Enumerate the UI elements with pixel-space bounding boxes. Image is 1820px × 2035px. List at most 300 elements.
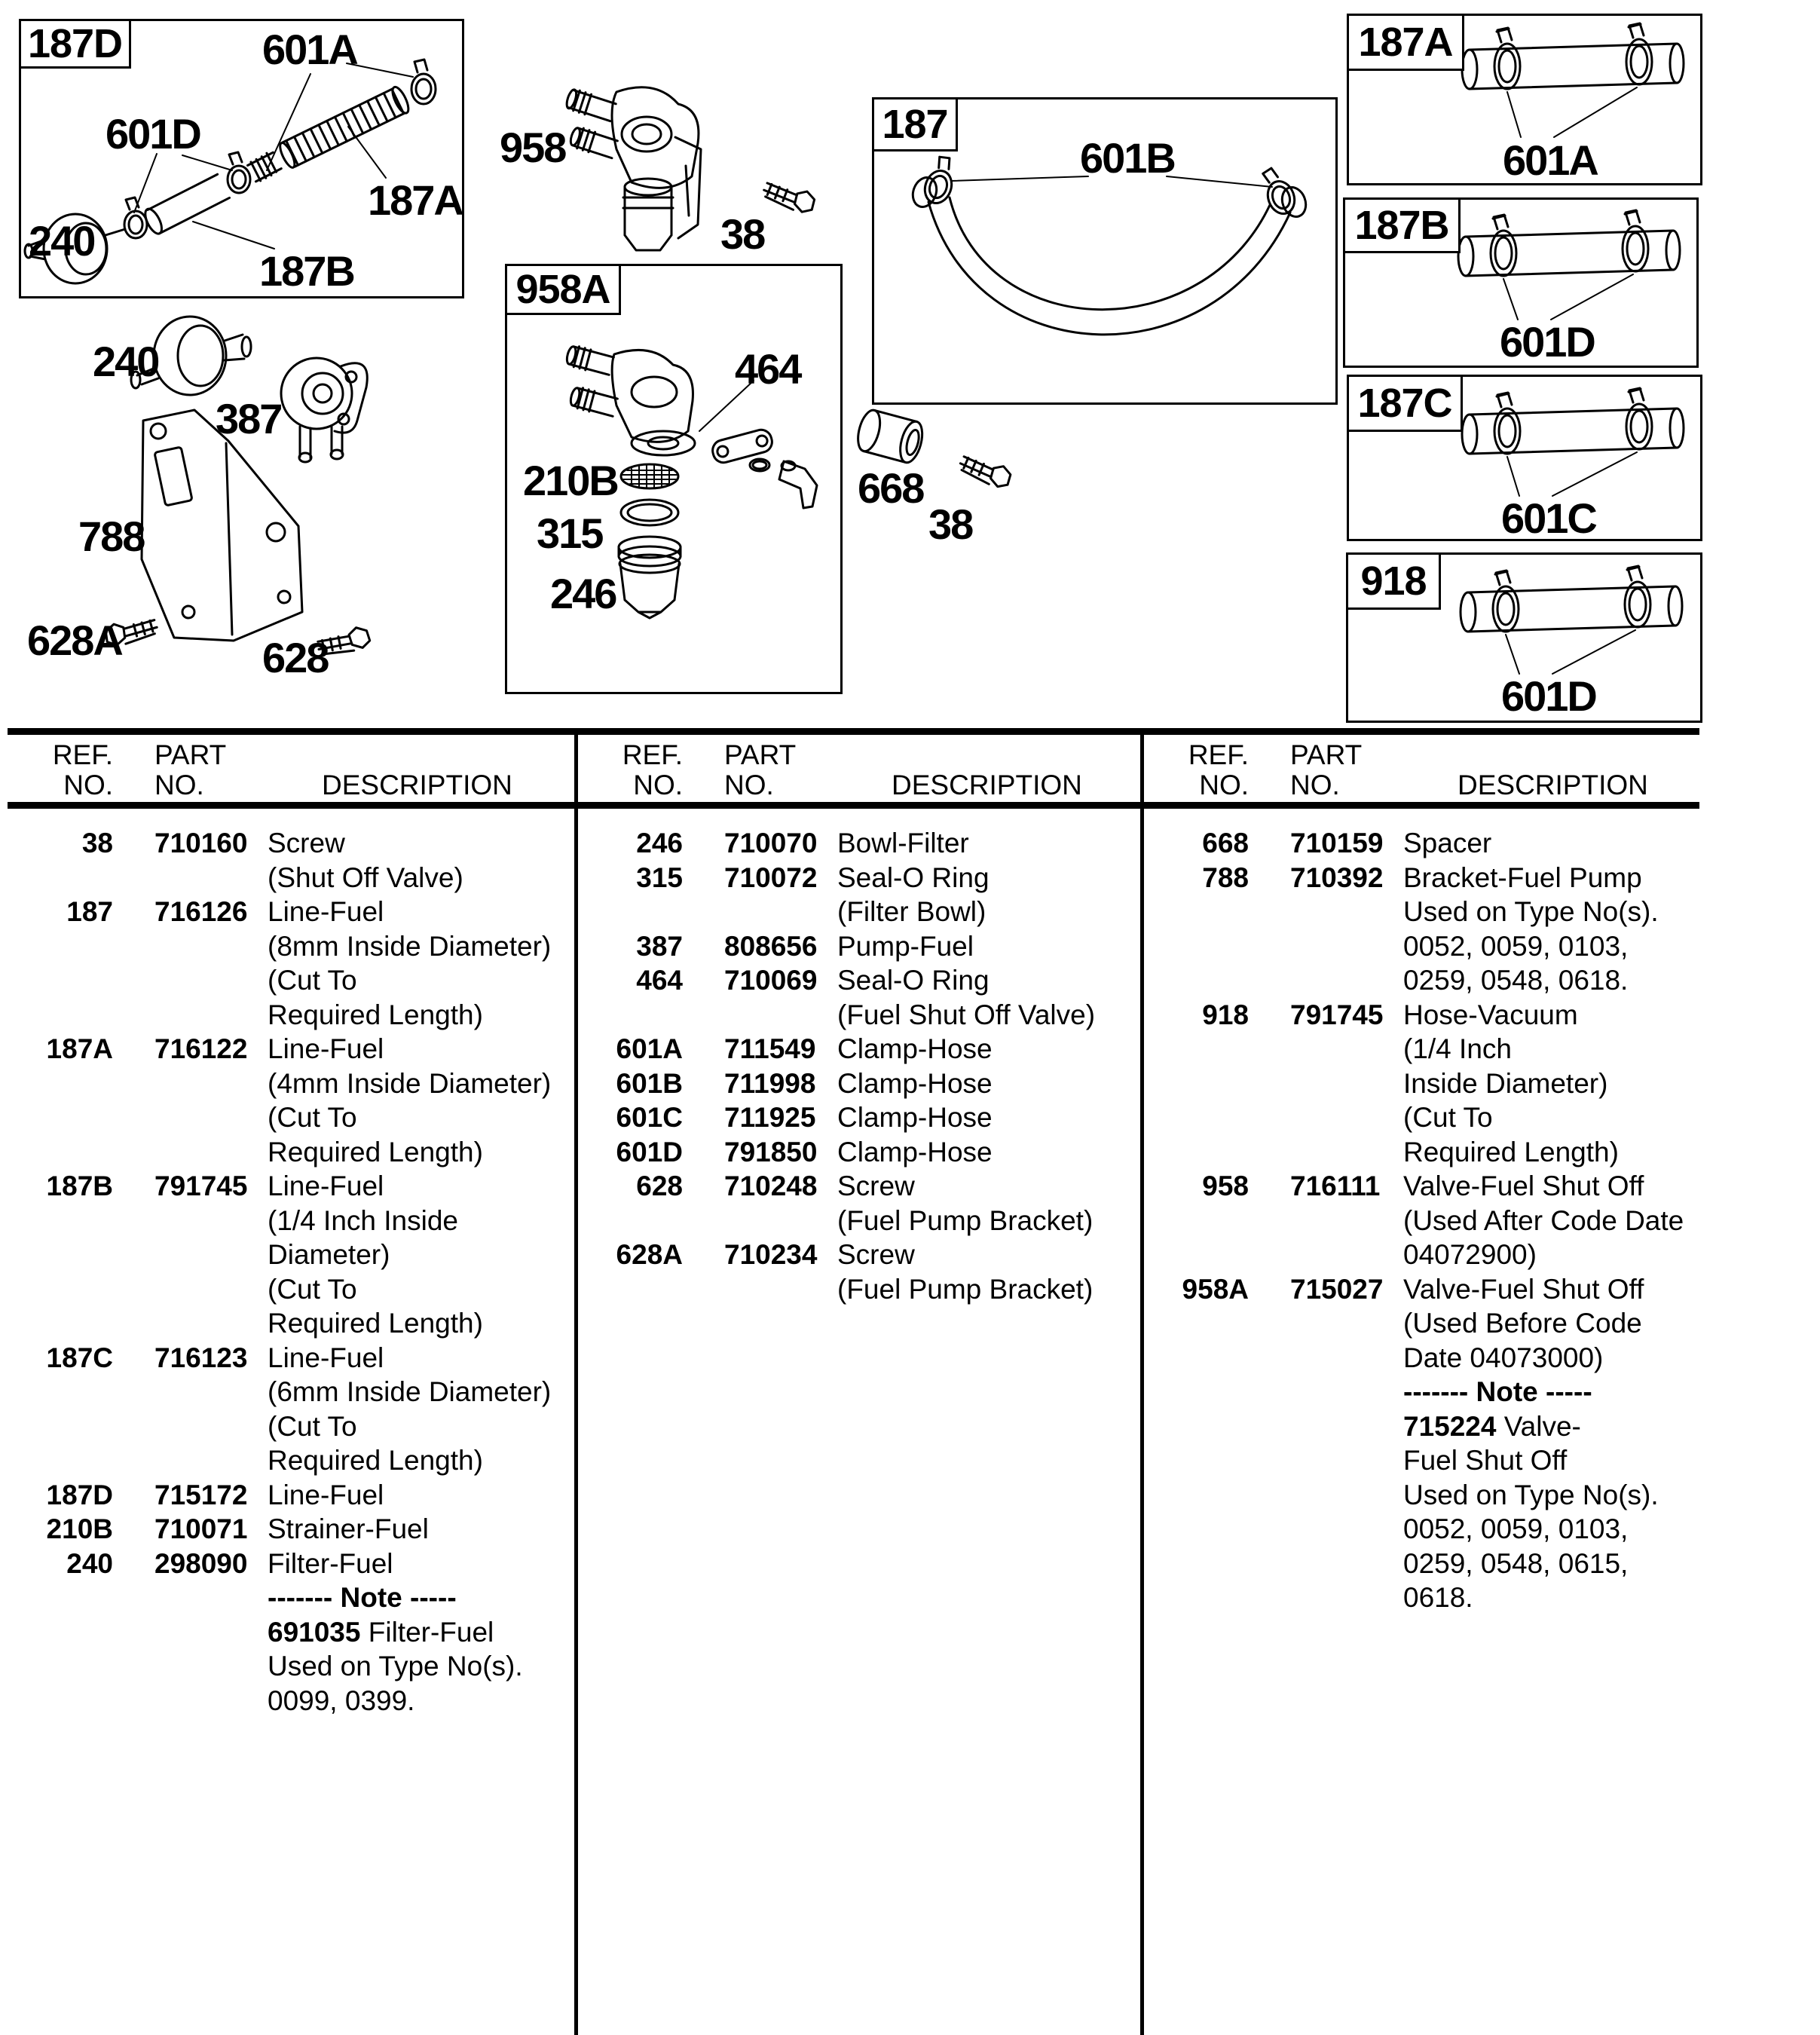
cell-part-no: 715172 <box>154 1479 248 1510</box>
table-row <box>8 1066 565 1101</box>
table-top-rule <box>8 728 1699 735</box>
cell-description: Used on Type No(s). <box>1403 896 1659 927</box>
cell-description: (Fuel Pump Bracket) <box>837 1204 1094 1236</box>
cell-ref-no <box>8 1443 113 1478</box>
table-row <box>577 826 1131 861</box>
table-header-col1 <box>8 740 565 800</box>
cell-ref-no: 958 <box>1202 1171 1249 1201</box>
cell-ref-no <box>1143 1581 1249 1615</box>
cell-description: (4mm Inside Diameter) <box>268 1067 552 1099</box>
callout-958: 958 <box>500 124 566 171</box>
cell-description: 0259, 0548, 0618. <box>1403 965 1629 996</box>
table-row <box>577 1272 1131 1307</box>
header-ref: REF. <box>52 739 113 770</box>
table-row <box>8 1512 565 1547</box>
cell-ref-no: 601A <box>616 1033 683 1064</box>
table-row <box>8 1581 565 1615</box>
cell-ref-no <box>8 861 113 895</box>
cell-ref-no <box>1143 1375 1249 1409</box>
cell-ref-no <box>1143 929 1249 964</box>
cell-description: Date 04073000) <box>1403 1342 1604 1373</box>
cell-description: Line-Fuel <box>268 1171 384 1201</box>
table-row <box>1143 1443 1693 1478</box>
table-row <box>8 1409 565 1444</box>
cell-ref-no: 601C <box>616 1102 683 1133</box>
cell-description: Required Length) <box>268 1136 483 1167</box>
table-row <box>577 1100 1131 1135</box>
cell-description: Clamp-Hose <box>837 1136 993 1167</box>
cell-description: (Used After Code Date <box>1403 1204 1684 1236</box>
cell-part-no: 711925 <box>724 1102 816 1133</box>
cell-part-no <box>113 963 268 998</box>
callout-246: 246 <box>550 570 616 617</box>
cell-ref-no: 601B <box>616 1067 683 1099</box>
table-row <box>1143 1032 1693 1066</box>
figure-tab-187A: 187A <box>1349 16 1464 71</box>
cell-description: 04072900) <box>1403 1239 1537 1270</box>
cell-part-no: 298090 <box>154 1547 248 1579</box>
cell-ref-no: 464 <box>636 965 683 996</box>
table-row <box>8 1169 565 1204</box>
cell-description: Used on Type No(s). <box>1403 1479 1659 1510</box>
cell-part-no <box>1249 1066 1403 1101</box>
cell-part-no <box>113 1581 268 1615</box>
cell-description: 0618. <box>1403 1582 1473 1613</box>
cell-part-no: 710248 <box>724 1171 818 1201</box>
header-part: PART <box>154 739 227 770</box>
table-row <box>1143 895 1693 929</box>
cell-part-no <box>1249 1581 1403 1615</box>
table-row <box>1143 1272 1693 1307</box>
table-row <box>1143 1512 1693 1547</box>
cell-part-no: 716126 <box>154 896 248 927</box>
cell-ref-no <box>8 1238 113 1272</box>
cell-description: Valve-Fuel Shut Off <box>1403 1171 1644 1201</box>
table-row <box>8 1684 565 1718</box>
cell-description: Line-Fuel <box>268 896 384 927</box>
cell-description: 0259, 0548, 0615, <box>1403 1547 1629 1579</box>
table-row <box>1143 1409 1693 1444</box>
cell-part-no <box>683 1272 837 1307</box>
cell-part-no <box>1249 1547 1403 1581</box>
header-description: DESCRIPTION <box>322 770 512 800</box>
cell-ref-no <box>1143 1100 1249 1135</box>
table-row <box>1143 1547 1693 1581</box>
cell-description: (Cut To <box>268 1102 357 1133</box>
cell-ref-no <box>1143 1547 1249 1581</box>
cell-part-no <box>113 1375 268 1409</box>
cell-ref-no <box>8 1649 113 1684</box>
table-row <box>577 1135 1131 1170</box>
cell-part-no <box>1249 1409 1403 1444</box>
header-part-no: NO. <box>154 770 204 800</box>
callout-601C: 601C <box>1501 494 1596 542</box>
table-row <box>577 963 1131 998</box>
table-header-col2 <box>577 740 1131 800</box>
header-ref-no: NO. <box>633 770 683 800</box>
cell-part-no: 711549 <box>724 1033 816 1064</box>
cell-ref-no <box>8 1375 113 1409</box>
cell-description: (Cut To <box>268 1273 357 1305</box>
cell-part-no <box>1249 1512 1403 1547</box>
cell-ref-no <box>1143 1478 1249 1513</box>
cell-description: Used on Type No(s). <box>268 1651 523 1682</box>
table-row <box>1143 1341 1693 1376</box>
table-row <box>577 861 1131 895</box>
callout-601D-918: 601D <box>1501 672 1596 720</box>
header-ref: REF. <box>622 739 683 770</box>
callout-387: 387 <box>216 395 282 442</box>
cell-description: Filter-Fuel <box>268 1547 393 1579</box>
cell-description: (Cut To <box>268 1410 357 1442</box>
cell-part-no <box>1249 1306 1403 1341</box>
cell-part-no <box>113 1443 268 1478</box>
cell-ref-no: 918 <box>1202 999 1249 1030</box>
cell-description: 0099, 0399. <box>268 1685 415 1716</box>
table-header-rule <box>8 802 1699 809</box>
cell-part-no <box>1249 1443 1403 1478</box>
callout-628A: 628A <box>27 617 122 664</box>
cell-description: Required Length) <box>268 1445 483 1476</box>
cell-description: Strainer-Fuel <box>268 1513 429 1544</box>
valve-958-art <box>564 87 701 250</box>
cell-description: Clamp-Hose <box>837 1067 993 1099</box>
cell-part-no: 710071 <box>154 1513 248 1544</box>
cell-part-no <box>1249 1204 1403 1238</box>
figure-tab-187B: 187B <box>1345 200 1461 253</box>
cell-part-no: 710234 <box>724 1239 818 1270</box>
cell-ref-no <box>1143 1066 1249 1101</box>
cell-part-no: 710070 <box>724 828 818 858</box>
cell-part-no <box>683 1204 837 1238</box>
cell-part-no: 715027 <box>1290 1273 1384 1305</box>
table-row <box>1143 1066 1693 1101</box>
table-row <box>8 895 565 929</box>
table-row <box>1143 1204 1693 1238</box>
cell-ref-no: 788 <box>1202 861 1249 893</box>
header-part-no: NO. <box>1290 770 1340 800</box>
figure-tab-187D: 187D <box>21 21 131 69</box>
cell-ref-no <box>1143 895 1249 929</box>
cell-ref-no <box>1143 1032 1249 1066</box>
cell-part-no: 791745 <box>154 1171 248 1201</box>
cell-ref-no <box>577 895 683 929</box>
cell-ref-no <box>1143 1306 1249 1341</box>
cell-description: Screw <box>837 1171 915 1201</box>
cell-description: (1/4 Inch <box>1403 1033 1512 1064</box>
callout-464: 464 <box>735 345 801 393</box>
table-row <box>1143 1306 1693 1341</box>
table-row <box>577 895 1131 929</box>
cell-ref-no <box>8 929 113 964</box>
callout-601D-187D: 601D <box>106 110 200 158</box>
cell-ref-no: 601D <box>616 1136 683 1167</box>
table-row <box>577 998 1131 1033</box>
callout-187A-187D: 187A <box>368 176 463 224</box>
callout-601A-right: 601A <box>1503 136 1598 184</box>
cell-part-no <box>113 861 268 895</box>
cell-part-no: 710069 <box>724 965 818 996</box>
cell-part-no: 808656 <box>724 930 818 962</box>
cell-description: Spacer <box>1403 828 1492 858</box>
cell-part-no <box>113 1204 268 1238</box>
callout-601D-187B: 601D <box>1500 318 1595 366</box>
header-ref-no: NO. <box>1199 770 1249 800</box>
cell-description: Bowl-Filter <box>837 828 969 858</box>
cell-ref-no <box>8 1204 113 1238</box>
table-row <box>8 1100 565 1135</box>
cell-ref-no <box>8 998 113 1033</box>
cell-description: (Cut To <box>1403 1102 1493 1133</box>
cell-ref-no: 246 <box>636 828 683 858</box>
header-part: PART <box>1290 739 1363 770</box>
cell-ref-no <box>1143 1443 1249 1478</box>
cell-description: Clamp-Hose <box>837 1033 993 1064</box>
cell-part-no <box>113 1684 268 1718</box>
cell-ref-no: 628 <box>636 1171 683 1201</box>
cell-description: (Filter Bowl) <box>837 896 986 927</box>
cell-description: 715224 Valve- <box>1403 1410 1581 1442</box>
cell-ref-no <box>8 1100 113 1135</box>
callout-38-top: 38 <box>720 210 765 258</box>
table-row <box>8 1375 565 1409</box>
cell-description: Fuel Shut Off <box>1403 1445 1568 1476</box>
table-row <box>8 861 565 895</box>
cell-part-no <box>683 895 837 929</box>
cell-part-no: 791850 <box>724 1136 818 1167</box>
cell-part-no: 710159 <box>1290 828 1384 858</box>
cell-description: Inside Diameter) <box>1403 1067 1608 1099</box>
cell-part-no: 710392 <box>1290 861 1384 893</box>
table-row <box>1143 1581 1693 1615</box>
cell-description: Diameter) <box>268 1239 390 1270</box>
cell-description: (6mm Inside Diameter) <box>268 1376 552 1407</box>
table-row <box>1143 1169 1693 1204</box>
cell-part-no: 716123 <box>154 1342 248 1373</box>
callout-38-mid: 38 <box>928 500 973 548</box>
header-description: DESCRIPTION <box>892 770 1082 800</box>
cell-part-no: 710160 <box>154 828 248 858</box>
cell-part-no <box>1249 1100 1403 1135</box>
cell-part-no <box>113 1066 268 1101</box>
cell-part-no <box>113 1272 268 1307</box>
callout-788: 788 <box>78 513 145 560</box>
figure-tab-187: 187 <box>874 99 958 151</box>
table-row <box>8 929 565 964</box>
cell-ref-no <box>8 1615 113 1650</box>
table-row <box>577 1169 1131 1204</box>
table-column-1 <box>8 826 565 1718</box>
callout-628: 628 <box>262 634 329 681</box>
header-spacer <box>1403 740 1693 770</box>
header-part: PART <box>724 739 797 770</box>
table-row <box>577 1238 1131 1272</box>
table-row <box>8 1238 565 1272</box>
cell-part-no: 716111 <box>1290 1171 1381 1201</box>
table-row <box>1143 1135 1693 1170</box>
cell-part-no <box>1249 895 1403 929</box>
table-row <box>577 1066 1131 1101</box>
cell-part-no <box>683 998 837 1033</box>
cell-part-no <box>113 1649 268 1684</box>
callout-315: 315 <box>537 510 603 557</box>
cell-description: Screw <box>837 1239 915 1270</box>
cell-description: Line-Fuel <box>268 1342 384 1373</box>
cell-ref-no: 958A <box>1182 1273 1249 1305</box>
cell-ref-no: 187B <box>46 1171 113 1201</box>
header-spacer <box>268 740 565 770</box>
cell-ref-no <box>1143 1409 1249 1444</box>
cell-part-no <box>1249 1478 1403 1513</box>
cell-ref-no: 187 <box>66 896 113 927</box>
table-row <box>577 929 1131 964</box>
header-spacer <box>837 740 1131 770</box>
table-row <box>8 998 565 1033</box>
header-ref: REF. <box>1188 739 1249 770</box>
cell-ref-no: 187D <box>46 1479 113 1510</box>
table-row <box>1143 1238 1693 1272</box>
cell-ref-no <box>1143 1135 1249 1170</box>
cell-ref-no <box>8 1581 113 1615</box>
callout-668: 668 <box>858 464 924 512</box>
cell-description: Valve-Fuel Shut Off <box>1403 1273 1644 1305</box>
table-row <box>1143 861 1693 895</box>
cell-ref-no: 38 <box>81 828 113 858</box>
cell-description: Required Length) <box>1403 1136 1619 1167</box>
bracket-788-art <box>142 410 302 641</box>
spacer-668-art <box>854 408 926 465</box>
table-column-3 <box>1143 826 1693 1615</box>
cell-part-no <box>1249 1238 1403 1272</box>
cell-part-no <box>113 1615 268 1650</box>
cell-ref-no <box>8 1272 113 1307</box>
cell-ref-no: 187C <box>46 1342 113 1373</box>
callout-240-187D: 240 <box>29 217 95 265</box>
cell-part-no <box>1249 1135 1403 1170</box>
cell-description: Screw <box>268 828 345 858</box>
cell-ref-no <box>1143 1204 1249 1238</box>
cell-part-no: 791745 <box>1290 999 1384 1030</box>
cell-ref-no: 387 <box>636 930 683 962</box>
callout-601A-187D: 601A <box>262 26 357 73</box>
callout-210B: 210B <box>523 457 618 504</box>
cell-description: Required Length) <box>268 999 483 1030</box>
cell-ref-no <box>8 1409 113 1444</box>
table-row <box>577 1204 1131 1238</box>
cell-description: (1/4 Inch Inside <box>268 1204 458 1236</box>
table-row <box>1143 1478 1693 1513</box>
cell-part-no <box>113 1135 268 1170</box>
cell-ref-no <box>577 998 683 1033</box>
table-row <box>8 1204 565 1238</box>
callout-601B: 601B <box>1080 134 1175 182</box>
table-row <box>1143 826 1693 861</box>
cell-ref-no: 210B <box>46 1513 113 1544</box>
cell-ref-no <box>8 1066 113 1101</box>
cell-part-no <box>1249 1032 1403 1066</box>
table-row <box>8 1341 565 1376</box>
table-row <box>8 1478 565 1513</box>
header-part-no: NO. <box>724 770 774 800</box>
cell-ref-no <box>1143 1238 1249 1272</box>
table-column-2 <box>577 826 1131 1306</box>
cell-ref-no <box>1143 963 1249 998</box>
cell-description: ------- Note ----- <box>1403 1376 1592 1407</box>
cell-part-no: 710072 <box>724 861 818 893</box>
cell-part-no: 716122 <box>154 1033 248 1064</box>
cell-part-no <box>113 929 268 964</box>
table-row <box>1143 929 1693 964</box>
table-row <box>8 1443 565 1478</box>
figure-tab-958A: 958A <box>507 266 621 315</box>
figure-tab-918: 918 <box>1348 555 1441 610</box>
cell-description: Hose-Vacuum <box>1403 999 1578 1030</box>
cell-ref-no <box>8 963 113 998</box>
screw-38-mid-art <box>957 454 1012 489</box>
cell-ref-no: 628A <box>616 1239 683 1270</box>
table-row <box>8 1306 565 1341</box>
cell-ref-no <box>8 1684 113 1718</box>
cell-description: (8mm Inside Diameter) <box>268 930 552 962</box>
header-ref-no: NO. <box>63 770 113 800</box>
cell-ref-no <box>577 1272 683 1307</box>
cell-description: (Shut Off Valve) <box>268 861 463 893</box>
table-row <box>8 1615 565 1650</box>
table-row <box>1143 998 1693 1033</box>
table-row <box>8 826 565 861</box>
cell-part-no <box>1249 1375 1403 1409</box>
cell-ref-no <box>1143 1512 1249 1547</box>
cell-description: 0052, 0059, 0103, <box>1403 930 1629 962</box>
cell-part-no <box>113 1306 268 1341</box>
table-row <box>8 1032 565 1066</box>
cell-part-no: 711998 <box>724 1067 816 1099</box>
cell-description: Line-Fuel <box>268 1033 384 1064</box>
cell-part-no <box>1249 963 1403 998</box>
table-header-col3 <box>1143 740 1693 800</box>
table-row <box>8 963 565 998</box>
figure-tab-187C: 187C <box>1349 377 1463 432</box>
cell-ref-no: 315 <box>636 861 683 893</box>
cell-description: (Used Before Code <box>1403 1308 1642 1339</box>
cell-ref-no <box>8 1306 113 1341</box>
cell-part-no <box>113 998 268 1033</box>
cell-part-no <box>1249 929 1403 964</box>
cell-ref-no <box>577 1204 683 1238</box>
cell-description: Line-Fuel <box>268 1479 384 1510</box>
cell-ref-no: 668 <box>1202 828 1249 858</box>
table-row <box>8 1547 565 1581</box>
cell-part-no <box>113 1100 268 1135</box>
table-row <box>577 1032 1131 1066</box>
table-row <box>1143 963 1693 998</box>
cell-description: Seal-O Ring <box>837 861 990 893</box>
table-row <box>8 1272 565 1307</box>
cell-description: 0052, 0059, 0103, <box>1403 1513 1629 1544</box>
table-row <box>8 1649 565 1684</box>
cell-description: Seal-O Ring <box>837 965 990 996</box>
header-description: DESCRIPTION <box>1458 770 1648 800</box>
cell-ref-no: 240 <box>66 1547 113 1579</box>
cell-part-no <box>113 1238 268 1272</box>
cell-description: Clamp-Hose <box>837 1102 993 1133</box>
cell-description: Bracket-Fuel Pump <box>1403 861 1642 893</box>
cell-description: Pump-Fuel <box>837 930 974 962</box>
cell-ref-no: 187A <box>46 1033 113 1064</box>
screw-38-top-art <box>761 181 816 214</box>
table-row <box>1143 1375 1693 1409</box>
cell-description: (Cut To <box>268 965 357 996</box>
